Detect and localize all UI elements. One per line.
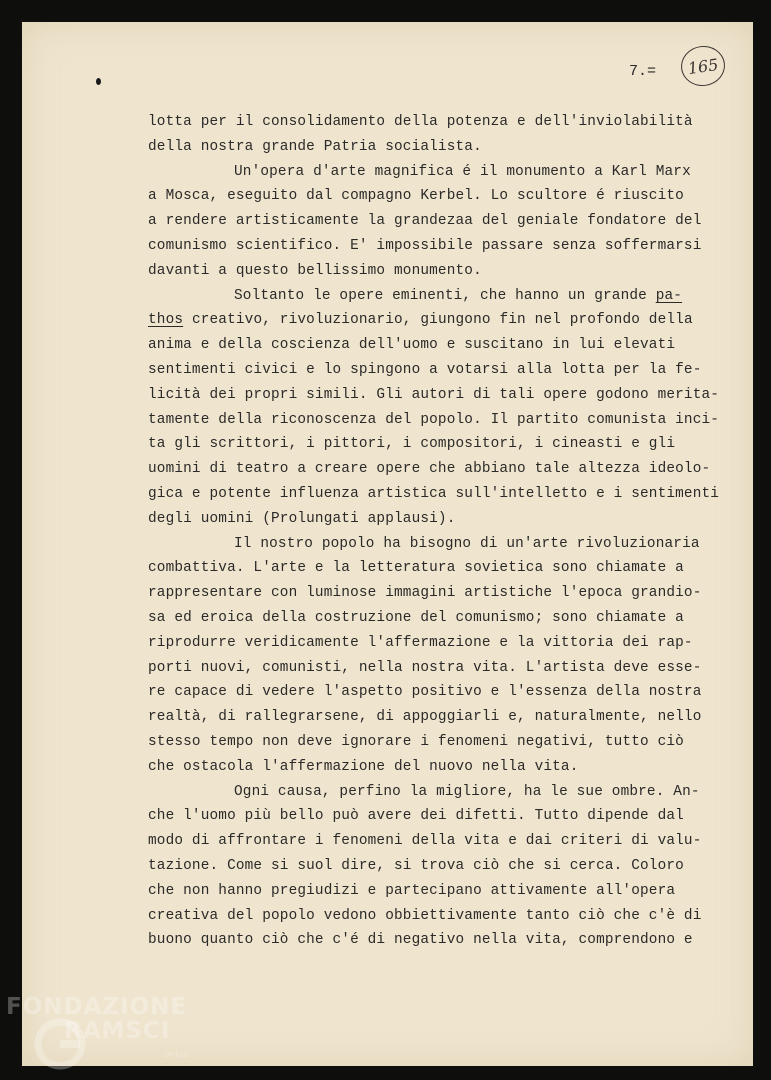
line-text: che non hanno pregiudizi e partecipano attivamente all'opera [148,882,676,899]
text-line [148,259,718,284]
text-line [148,184,718,209]
line-text: combattiva. L'arte e la letteratura sovietica sono chiamate a [148,560,684,577]
line-text: Ogni causa, perfino la migliore, ha le sue ombre. An- [234,783,700,800]
text-line [148,829,718,854]
line-text: re capace di vedere l'aspetto positivo e l'essenza della nostra [148,684,702,701]
text-line [148,780,718,805]
text-line [148,556,718,581]
archive-stamp-number: 165 [678,43,727,89]
line-text: a Mosca, eseguito dal compagno Kerbel. Lo scultore é riuscito [148,188,684,205]
text-line [148,631,718,656]
watermark-line-2: RAMSCI [64,1018,171,1044]
line-text: creativo, rivoluzionario, giungono fin nel profondo della [183,312,693,329]
text-line [148,383,718,408]
text-line [148,928,718,953]
line-text: riprodurre veridicamente l'affermazione e la vittoria dei rap- [148,634,693,651]
text-line [148,532,718,557]
text-line [148,482,718,507]
text-line [148,730,718,755]
line-text: gica e potente influenza artistica sull'intelletto e i sentimenti [148,485,720,502]
line-text: tazione. Come si suol dire, si trova ciò che si cerca. Coloro [148,857,684,874]
text-line [148,581,718,606]
text-line [148,854,718,879]
line-text: che ostacola l'affermazione del nuovo nella vita. [148,758,579,775]
line-text: Il nostro popolo ha bisogno di un'arte rivoluzionaria [234,535,700,552]
text-line [148,457,718,482]
punch-hole-mark [96,78,101,85]
text-line [148,308,718,333]
text-line [148,680,718,705]
line-text: creativa del popolo vedono obbiettivamente tanto ciò che c'è di [148,907,702,924]
text-line [148,904,718,929]
underlined-word: pa- [655,287,683,304]
text-line [148,234,718,259]
line-text: che l'uomo più bello può avere dei difetti. Tutto dipende dal [148,808,684,825]
text-line [148,507,718,532]
text-line [148,408,718,433]
line-text: uomini di teatro a creare opere che abbiano tale altezza ideolo- [148,461,711,478]
line-text: buono quanto ciò che c'é di negativo nella vita, comprendono e [148,932,693,949]
text-line [148,804,718,829]
text-line [148,656,718,681]
line-text: rappresentare con luminose immagini artistiche l'epoca grandio- [148,585,702,602]
underlined-word: thos [148,312,184,329]
text-line [148,606,718,631]
text-line [148,432,718,457]
line-text: a rendere artisticamente la grandezaa del geniale fondatore del [148,213,702,230]
text-line [148,135,718,160]
line-text: lotta per il consolidamento della potenza e dell'inviolabilità [148,114,693,130]
text-line [148,755,718,780]
text-line [148,358,718,383]
line-text: davanti a questo bellissimo monumento. [148,262,482,279]
text-line [148,110,718,135]
page-number: 7.= [629,63,657,80]
text-line [148,879,718,904]
line-text: stesso tempo non deve ignorare i fenomeni negativi, tutto ciò [148,733,684,750]
line-text: sentimenti civici e lo spingono a votarsi alla lotta per la fe- [148,361,702,378]
line-text: modo di affrontare i fenomeni della vita e dai criteri di valu- [148,833,702,850]
line-text: sa ed eroica della costruzione del comunismo; sono chiamate a [148,609,684,626]
line-text: Un'opera d'arte magnifica é il monumento a Karl Marx [234,163,691,180]
fondazione-gramsci-watermark [6,994,196,1074]
watermark-small: onlus [164,1050,189,1060]
text-line [148,333,718,358]
line-text: licità dei propri simili. Gli autori di tali opere godono merita- [148,386,720,403]
line-text: della nostra grande Patria socialista. [148,138,482,155]
line-text: tamente della riconoscenza del popolo. Il partito comunista inci- [148,411,720,428]
line-text: porti nuovi, comunisti, nella nostra vita. L'artista deve esse- [148,659,702,676]
text-line [148,705,718,730]
line-text: degli uomini (Prolungati applausi). [148,510,456,527]
text-line [148,160,718,185]
line-text: realtà, di rallegrarsene, di appoggiarli e, naturalmente, nello [148,709,702,726]
line-text: Soltanto le opere eminenti, che hanno un grande [234,287,656,304]
text-line [148,209,718,234]
line-text: comunismo scientifico. E' impossibile passare senza soffermarsi [148,237,702,254]
watermark-line-1: FONDAZIONE [6,994,188,1020]
line-text: ta gli scrittori, i pittori, i compositori, i cineasti e gli [148,436,676,453]
line-text: anima e della coscienza dell'uomo e suscitano in lui elevati [148,337,676,354]
text-line [148,284,718,309]
document-body [148,110,718,953]
